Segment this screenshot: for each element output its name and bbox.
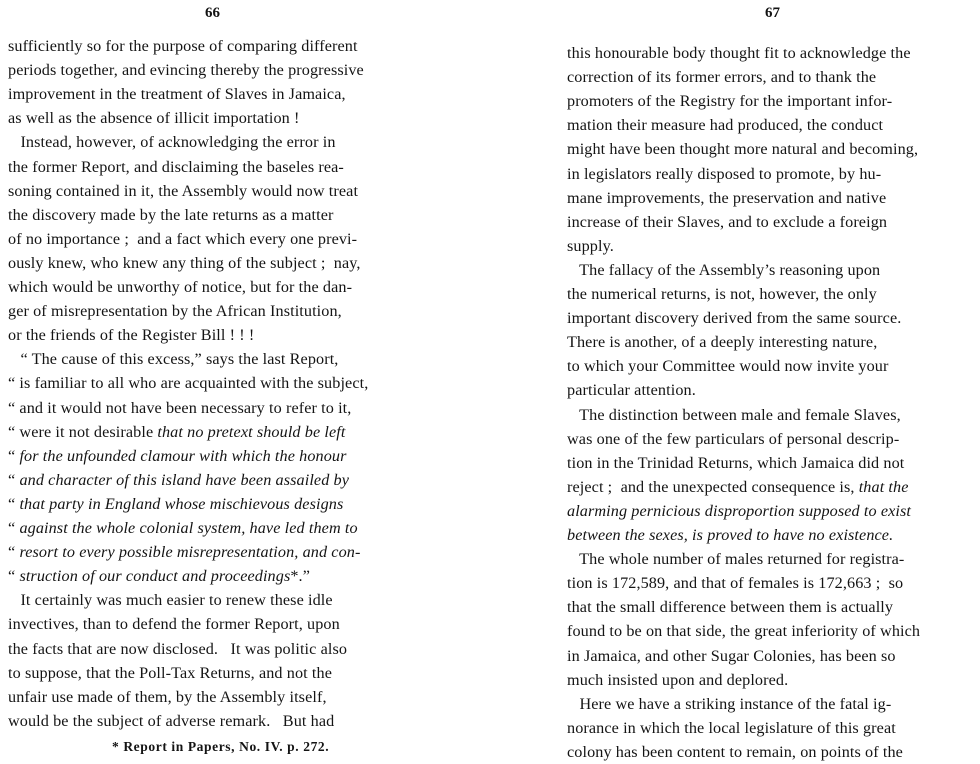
text-run: which would be unworthy of notice, but for the dan- bbox=[8, 278, 353, 296]
text-run: particular attention. bbox=[567, 381, 696, 400]
text-line bbox=[567, 547, 904, 571]
text-line bbox=[8, 58, 364, 82]
text-run: the facts that are now disclosed. It was politic also bbox=[8, 639, 348, 658]
text-line bbox=[8, 130, 336, 154]
text-run: of no importance ; and a fact which every one previ- bbox=[8, 229, 358, 248]
text-line bbox=[567, 619, 920, 643]
text-line bbox=[567, 330, 877, 354]
text-run: tion is 172,589, and that of females is 172,663 ; so bbox=[567, 574, 904, 593]
text-line bbox=[8, 685, 327, 709]
text-line bbox=[8, 564, 310, 588]
text-run: this honourable body thought fit to acknowledge the bbox=[567, 44, 911, 62]
text-line bbox=[8, 82, 346, 106]
text-line bbox=[567, 499, 911, 523]
text-line bbox=[567, 716, 896, 740]
text-run: alarming pernicious disproportion supposed to exist bbox=[567, 501, 911, 520]
text-line bbox=[567, 234, 614, 258]
text-run: tion in the Trinidad Returns, which Jamaica did not bbox=[567, 453, 905, 472]
text-run: the numerical returns, is not, however, the only bbox=[567, 285, 877, 303]
text-line bbox=[567, 427, 899, 451]
text-line bbox=[8, 588, 333, 612]
text-run: It certainly was much easier to renew these idle bbox=[8, 591, 333, 610]
text-run: “ bbox=[8, 446, 20, 465]
text-run: “ bbox=[8, 543, 20, 562]
text-run: invectives, than to defend the former Report, upon bbox=[8, 615, 340, 634]
page-number: 67 bbox=[765, 5, 780, 21]
text-run: norance in which the local legislature of this great bbox=[567, 718, 896, 737]
text-line bbox=[567, 740, 903, 764]
text-line bbox=[567, 186, 886, 210]
text-run: the former Report, and disclaiming the baseles rea- bbox=[8, 157, 344, 176]
text-run: that the small difference between them is actually bbox=[567, 598, 894, 617]
text-run: ger of misrepresentation by the African Institution, bbox=[8, 302, 342, 321]
text-run: sufficiently so for the purpose of comparing different bbox=[8, 37, 358, 55]
text-line bbox=[8, 106, 300, 130]
text-run: colony has been content to remain, on points of the bbox=[567, 742, 903, 761]
text-line bbox=[567, 113, 883, 137]
text-line bbox=[567, 595, 893, 619]
text-line bbox=[8, 275, 352, 299]
text-run: “ bbox=[8, 567, 20, 586]
text-run: much insisted upon and deplored. bbox=[567, 670, 789, 689]
text-run: reject ; and the unexpected consequence is, bbox=[567, 477, 859, 496]
text-run: would be the subject of adverse remark. But had bbox=[8, 711, 335, 730]
text-line bbox=[8, 420, 345, 444]
text-run: in Jamaica, and other Sugar Colonies, has been so bbox=[567, 646, 896, 665]
text-line bbox=[567, 403, 901, 427]
text-run: to suppose, that the Poll-Tax Returns, and not the bbox=[8, 663, 332, 682]
text-run: “ The cause of this excess,” says the last Report, bbox=[8, 350, 339, 369]
text-run: struction of our conduct and proceedings bbox=[19, 567, 291, 586]
text-line bbox=[8, 468, 349, 492]
text-line bbox=[567, 475, 909, 499]
text-line bbox=[8, 299, 342, 323]
text-line bbox=[8, 637, 347, 661]
text-run: unfair use made of them, by the Assembly itself, bbox=[8, 687, 327, 706]
text-run: to which your Committee would now invite your bbox=[567, 357, 889, 376]
text-run: The whole number of males returned for registra- bbox=[567, 550, 905, 569]
text-line bbox=[8, 709, 334, 733]
text-run: that no pretext should be left bbox=[157, 422, 346, 441]
text-line bbox=[8, 323, 254, 347]
text-run: soning contained in it, the Assembly would now treat bbox=[8, 181, 359, 200]
text-line bbox=[8, 203, 333, 227]
text-run: was one of the few particulars of personal descrip- bbox=[567, 429, 900, 448]
text-line bbox=[567, 258, 880, 282]
text-line bbox=[8, 492, 343, 516]
text-run: improvement in the treatment of Slaves in Jamaica, bbox=[8, 85, 346, 104]
right-page bbox=[553, 0, 980, 761]
text-run: the discovery made by the late returns as a matter bbox=[8, 205, 334, 224]
text-run: The fallacy of the Assembly’s reasoning upon bbox=[567, 260, 881, 279]
text-run: “ bbox=[8, 494, 20, 513]
text-line bbox=[567, 668, 788, 692]
text-run: “ and it would not have been necessary to refer to it, bbox=[8, 398, 352, 417]
text-line bbox=[567, 162, 881, 186]
text-line bbox=[8, 155, 344, 179]
text-run: mation their measure had produced, the conduct bbox=[567, 116, 884, 135]
text-line bbox=[567, 282, 877, 306]
text-line bbox=[8, 516, 358, 540]
text-line bbox=[8, 371, 368, 395]
text-run: Here we have a striking instance of the fatal ig- bbox=[567, 694, 892, 713]
text-run: found to be on that side, the great inferiority of which bbox=[567, 622, 921, 641]
text-line bbox=[8, 179, 358, 203]
text-line bbox=[567, 89, 892, 113]
text-run: The distinction between male and female Slaves, bbox=[567, 405, 901, 424]
text-line bbox=[8, 227, 357, 251]
text-run: *.” bbox=[290, 567, 310, 586]
text-run: resort to every possible misrepresentation, and con- bbox=[19, 543, 361, 562]
text-run: Instead, however, of acknowledging the error in bbox=[8, 133, 336, 152]
text-line bbox=[567, 137, 918, 161]
text-run: “ bbox=[8, 470, 20, 489]
text-run: or the friends of the Register Bill ! ! ! bbox=[8, 326, 255, 345]
page-number: 66 bbox=[205, 5, 220, 21]
text-run: in legislators really disposed to promote, by hu- bbox=[567, 164, 882, 183]
text-run: ously knew, who knew any thing of the subject ; nay, bbox=[8, 253, 361, 272]
text-run: correction of its former errors, and to thank the bbox=[567, 68, 877, 87]
text-run: mane improvements, the preservation and native bbox=[567, 188, 887, 207]
left-page bbox=[0, 0, 445, 761]
text-line bbox=[567, 306, 901, 330]
text-line bbox=[8, 661, 332, 685]
text-line bbox=[567, 451, 904, 475]
text-line bbox=[8, 612, 340, 636]
text-line bbox=[8, 251, 361, 275]
text-line bbox=[567, 378, 696, 402]
text-line bbox=[567, 692, 891, 716]
text-run: increase of their Slaves, and to exclude a foreign bbox=[567, 212, 888, 231]
text-run: might have been thought more natural and becoming, bbox=[567, 140, 919, 159]
text-run: supply. bbox=[567, 236, 614, 255]
text-run: and character of this island have been assailed by bbox=[19, 470, 350, 489]
text-run: for the unfounded clamour with which the honour bbox=[19, 446, 347, 465]
text-run: There is another, of a deeply interesting nature, bbox=[567, 333, 878, 352]
text-line bbox=[567, 65, 876, 89]
text-run: promoters of the Registry for the important infor- bbox=[567, 92, 893, 111]
text-line bbox=[8, 444, 347, 468]
text-run: “ were it not desirable bbox=[8, 422, 158, 441]
text-run: “ bbox=[8, 519, 20, 537]
text-line bbox=[567, 354, 888, 378]
text-run: important discovery derived from the same source. bbox=[567, 309, 902, 328]
text-line bbox=[8, 396, 351, 420]
text-run: that party in England whose mischievous designs bbox=[19, 494, 344, 513]
text-run: periods together, and evincing thereby the progressive bbox=[8, 61, 364, 80]
text-run: against the whole colonial system, have led them to bbox=[19, 519, 358, 537]
text-line bbox=[567, 644, 896, 668]
text-line bbox=[567, 571, 903, 595]
text-run: between the sexes, is proved to have no existence. bbox=[567, 526, 894, 544]
text-run: “ is familiar to all who are acquainted with the subject, bbox=[8, 374, 369, 393]
text-line bbox=[567, 41, 911, 65]
text-run: as well as the absence of illicit importation ! bbox=[8, 109, 300, 128]
footnote: * Report in Papers, No. IV. p. 272. bbox=[112, 739, 330, 754]
text-line bbox=[8, 34, 358, 58]
text-line bbox=[567, 210, 887, 234]
text-run: that the bbox=[858, 477, 909, 496]
text-line bbox=[567, 523, 893, 547]
text-line bbox=[8, 347, 338, 371]
text-line bbox=[8, 540, 360, 564]
